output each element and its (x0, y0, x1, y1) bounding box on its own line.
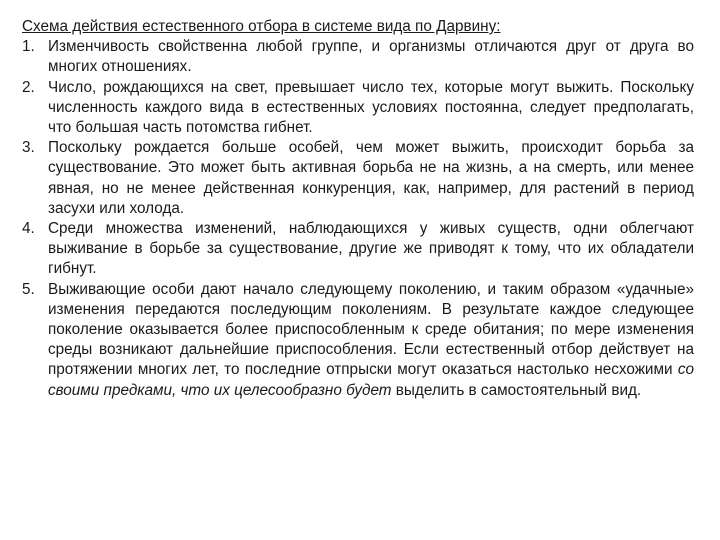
list-item (22, 219, 694, 280)
list-item (22, 138, 694, 219)
list-item-text: Изменчивость свойственна любой группе, и организмы отличаются друг от друга во многих отношениях. (48, 38, 694, 76)
list-item-number: 2. (22, 78, 35, 96)
list-item (22, 78, 694, 139)
list-item-text-italic: со своими предками, что их целесообразно будет (48, 361, 695, 399)
document-body (22, 17, 694, 401)
list-item-number: 3. (22, 139, 35, 157)
list-item-text: Среди множества изменений, наблюдающихся у живых существ, одни облегчают выживание в борьбе за существование, другие же приводят к тому, что их обладатели гибнут. (48, 220, 694, 278)
list-item-number: 5. (22, 280, 35, 298)
list-item-text: Число, рождающихся на свет, превышает число тех, которые могут выжить. Поскольку численность каждого вида в естественных условиях постоянна, следует предполагать, что большая часть потомства гибнет. (48, 78, 694, 137)
list-item-text-part1: Выживающие особи дают начало следующему поколению, и таким образом «удачные» изменения передаются последующим поколениям. В результате каждое следующее поколение оказывается более приспособленным к среде обитания; по мере изменения среды возникают дальнейшие приспособления. Если естественный отбор действует на протяжении многих лет, то последние отпрыски могут оказаться настолько несхожими (48, 280, 694, 379)
list-item (22, 37, 694, 77)
list-item-text-part2: выделить в самостоятельный вид. (395, 381, 642, 399)
list-item-number: 1. (22, 38, 35, 56)
list-item-text: Поскольку рождается больше особей, чем может выжить, происходит борьба за существование. Это может быть активная борьба не на жизнь, а на смерть, или менее явная, но не менее действенная конкуренция, как, например, для растений в период засухи или холода. (48, 139, 694, 217)
list-item (22, 280, 694, 401)
principles-list (22, 37, 694, 401)
heading: Схема действия естественного отбора в системе вида по Дарвину: (22, 18, 501, 35)
list-item-number: 4. (22, 220, 35, 238)
